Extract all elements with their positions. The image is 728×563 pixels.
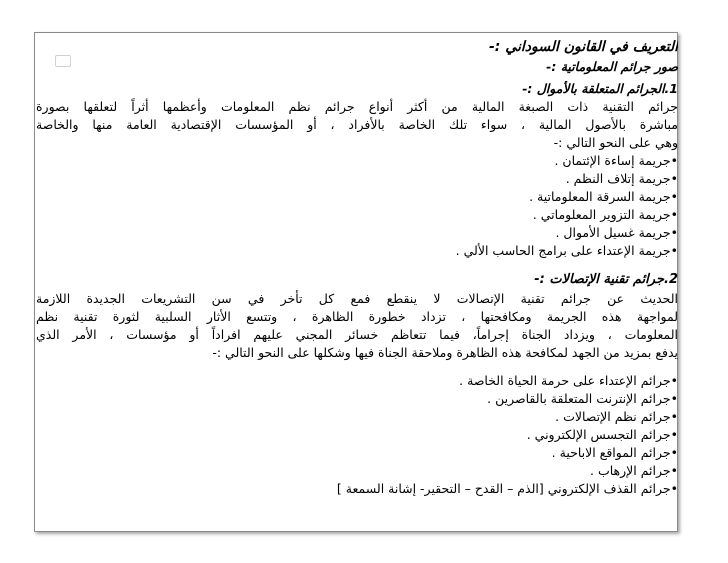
- section1-paragraph-line: مباشرة بالأصول المالية ، سواء تلك الخاصة بالأفراد ، أو المؤسسات الإقتصادية العامة منها والخاصة: [36, 117, 678, 132]
- document-title: التعريف في القانون السوداني :-: [489, 39, 678, 55]
- section2-list-item: •جرائم التجسس الإلكتروني .: [526, 427, 678, 442]
- section1-paragraph-line: جرائم التقنية ذات الصبغة المالية من أكثر أنواع جرائم نظم المعلومات وأعظمها أثراً لتعلقها بصورة: [36, 99, 678, 114]
- section2-heading: 2.جرائم تقنية الإتصالات :-: [534, 272, 678, 287]
- section2-list-item: •جرائم الإنترنت المتعلقة بالقاصرين .: [487, 391, 678, 406]
- section2-paragraph-line: يدفع بمزيد من الجهد لمكافحة هذه الظاهرة وملاحقة الجناة فيها وشكلها على النحو التالي :-: [212, 345, 678, 360]
- section2-paragraph-line: لمواجهة هذه الجريمة ومكافحتها ، تزداد خطورة الظاهرة ، وتتسع الأثار السلبية لثورة تقنية نظم: [36, 309, 678, 324]
- section2-list-item: •جرائم القذف الإلكتروني [الذم – القدح – التحقير- إشانة السمعة ]: [336, 481, 678, 496]
- document-body: [36, 36, 678, 498]
- section1-paragraph-line: وهي على النحو التالي :-: [553, 135, 678, 150]
- section1-list-item: •جريمة إتلاف النظم .: [565, 171, 678, 186]
- section2-list-item: •جرائم الإرهاب .: [590, 463, 678, 478]
- section1-list-item: •جريمة التزوير المعلوماتي .: [532, 207, 678, 222]
- section2-list-item: •جرائم نظم الإتصالات .: [555, 409, 678, 424]
- section1-list-item: •جريمة السرقة المعلوماتية .: [529, 189, 678, 204]
- section1-list-item: •جريمة الإعتداء على برامج الحاسب الألي .: [455, 243, 678, 258]
- section2-paragraph-line: الحديث عن جرائم تقنية الإتصالات لا ينقطع فمع كل تأخر في سن التشريعات الجديدة اللازمة: [36, 291, 678, 306]
- section1-heading: 1.الجرائم المتعلقة بالأموال :-: [522, 81, 678, 96]
- section2-list-item: •جرائم المواقع الاباحية .: [551, 445, 678, 460]
- section2-list-item: •جرائم الإعتداء على حرمة الحياة الخاصة .: [459, 373, 678, 388]
- document-subtitle: صور جرائم المعلوماتية :-: [546, 59, 678, 74]
- section1-list-item: •جريمة إساءة الإئتمان .: [554, 153, 678, 168]
- section2-paragraph-line: المعلومات ، ويزداد الجناة إجراماً، فيما تتعاظم خسائر المجني عليهم افراداً أو مؤسسات ، الأمر الذي: [36, 327, 678, 342]
- section1-list-item: •جريمة غسيل الأموال .: [555, 225, 678, 240]
